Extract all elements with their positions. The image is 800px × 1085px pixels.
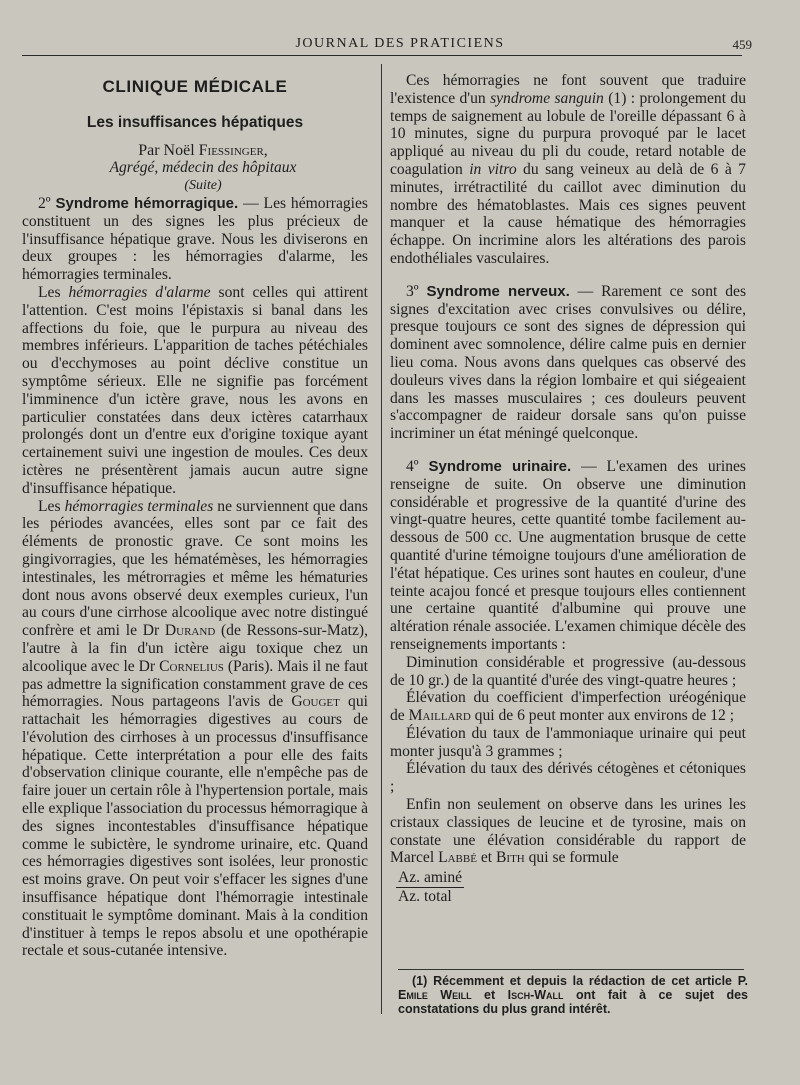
journal-title: JOURNAL DES PRATICIENS xyxy=(295,36,505,51)
person-name: Labbé xyxy=(438,849,477,867)
paragraph-text: sont celles qui attirent l'attention. C'est moins l'épistaxis si banal dans les affections du foie, que le purpura au niveau des membres inférieurs. L'apparition de taches pétéchiales ou d'ecchymoses au point déclive constitue un symptôme sérieux. Elle ne signifie pas forcément l'imminence d'un ictère grave, nous les avons en particulier constatées dans deux ictères catarrhaux prolongés dont un d'entre eux d'origine toxique ayant certainement suivi une ingestion de moules. Ces deux ictères ne présentèrent jamais aucun autre signe d'insuffisance hépatique. xyxy=(22,283,368,497)
formula-denominator: Az. total xyxy=(398,888,452,906)
byline-prefix: Par Noël xyxy=(138,141,195,159)
right-column xyxy=(390,72,746,906)
person-name: Cornelius xyxy=(159,657,224,675)
person-name: Gouget xyxy=(291,693,340,711)
paragraph-text: du sang veineux au delà de 6 à 7 minutes, irrétractilité du caillot avec diminution du nombre des hématoblastes. Mais ces signes peuvent manquer et la cause hématique des hémorragies échappe. On incrimine alors les altérations des parois endothéliales vasculaires. xyxy=(390,160,746,267)
paragraph-text: (de Ressons-sur-Matz), l'autre à la fin d'un ictère aigu toxique chez un alcoolique avec le Dr xyxy=(22,622,369,675)
suite-label: (Suite) xyxy=(184,178,222,194)
subheading-nerveux: Syndrome nerveux. xyxy=(426,282,570,300)
column-divider xyxy=(381,64,382,1014)
paragraph-text: — Rarement ce sont des signes d'excitation avec crises convulsives ou délire, presque toujours ce sont des signes de dépression qui dominent avec somnolence, délire calme puis en dernier lieu coma. Nous avons dans quelques cas observé des douleurs vives dans la région lombaire et qui siégeaient dans les masses musculaires ; ces douleurs peuvent s'accompagner de raideur dorsale sans qu'on puisse incriminer un état méningé quelconque. xyxy=(390,282,747,443)
footnote xyxy=(398,975,748,1016)
section-number: 2º xyxy=(38,194,51,212)
paragraph-syndrome-urinaire xyxy=(390,458,746,654)
section-title: CLINIQUE MÉDICALE xyxy=(102,77,288,96)
paragraph-text: Les xyxy=(38,283,69,301)
emphasis: syndrome sanguin xyxy=(490,89,604,107)
paragraph-text: : prolongement du temps de saignement au lobule de l'oreille dépassant 6 à 10 minutes, signe du purpura provoqué par le lacet appliqué au niveau du pli du coude, retard notable de coagulation xyxy=(390,89,746,178)
paragraph-text: qui de 6 peut monter aux environs de 12 ; xyxy=(470,707,735,725)
paragraph-syndrome-nerveux xyxy=(390,283,746,443)
subheading-hemorragique: Syndrome hémorragique. xyxy=(55,194,239,212)
person-name: Bith xyxy=(496,849,525,867)
footnote-text: ont fait à ce sujet des constatations du plus grand intérêt. xyxy=(398,987,749,1016)
person-name: Maillard xyxy=(408,707,471,725)
paragraph-text: Les xyxy=(38,497,65,515)
author-name: Fiessinger, xyxy=(198,141,268,159)
section-number: 4º xyxy=(406,457,419,475)
list-item: Diminution considérable et progressive (au-dessous de 10 gr.) de la quantité d'urée des vingt-quatre heures ; xyxy=(390,653,746,689)
paragraph-text: ne surviennent que dans les périodes avancées, elles sont par ce fait des éléments de pronostic grave. Ce sont moins les gingivorragies, que les hématémèses, les hémorragies intestinales, les métrorragies et même les hématuries dont nous avons observé deux exemples curieux, l'un au cours d'une cirrhose alcoolique avec notre distingué confrère et ami le Dr xyxy=(22,497,368,640)
paragraph-text: et xyxy=(476,849,496,867)
byline xyxy=(22,142,368,160)
emphasis: hémorragies d'alarme xyxy=(68,283,211,301)
paragraph-syndrome-sanguin xyxy=(390,72,746,268)
paragraph-text: Élévation du coefficient d'imperfection uréogénique de xyxy=(390,689,746,725)
running-header xyxy=(20,34,780,56)
footnote-rule xyxy=(398,969,744,970)
formula-numerator: Az. aminé xyxy=(398,869,463,887)
emphasis: in vitro xyxy=(469,160,517,178)
paragraph-hemorragies-alarme xyxy=(22,284,368,498)
emphasis: hémorragies terminales xyxy=(64,497,214,515)
paragraph-text: — Les hémorragies constituent un des signes les plus précieux de l'insuffisance hépatique grave. Nous les diviserons en deux groupes : les hémorragies d'alarme, les hémorragies terminales. xyxy=(22,194,368,284)
person-name: Emile Weill xyxy=(398,987,472,1002)
paragraph-text: Ces hémorragies ne font souvent que traduire l'existence d'un xyxy=(390,72,746,107)
footnote-ref: (1) xyxy=(603,89,627,107)
paragraph-text: qui se formule xyxy=(524,849,619,867)
person-name: Durand xyxy=(164,622,216,640)
section-number: 3º xyxy=(406,282,419,300)
list-item: Élévation du taux de l'ammoniaque urinaire qui peut monter jusqu'à 3 grammes ; xyxy=(390,724,746,760)
subheading-urinaire: Syndrome urinaire. xyxy=(428,457,572,475)
footnote-text: (1) Récemment et depuis la rédaction de cet article P. xyxy=(412,974,748,988)
article-title: Les insuffisances hépatiques xyxy=(86,113,304,131)
footnote-text: et xyxy=(471,987,508,1002)
list-item xyxy=(390,796,746,867)
ratio-formula xyxy=(396,869,464,906)
paragraph-syndrome-hemorragique xyxy=(22,195,368,284)
paragraph-text: — L'examen des urines renseigne de suite. On observe une diminution considérable et progressive de la quantité d'urine des vingt-quatre heures, cette quantité tombe facilement au-dessous de 500 cc. Une augmentation brusque de cette quantité d'urine témoigne toujours d'une amélioration de l'état hépatique. Ces urines sont hautes en couleur, d'une teinte acajou foncé et presque toujours elles contiennent une certaine quantité d'albumine qui prouve une altération rénale associée. L'examen chimique décèle des renseignements importants : xyxy=(390,457,746,653)
author-affiliation: Agrégé, médecin des hôpitaux xyxy=(109,159,297,177)
paragraph-hemorragies-terminales xyxy=(22,498,368,961)
left-column xyxy=(22,78,368,960)
paragraph-text: qui rattachait les hémorragies digestives au cours de l'évolution des cirrhoses à un processus d'insuffisance hépatique. Cette interprétation a pour elle des faits d'observation clinique courante, elle n'empêche pas de faire jouer un certain rôle à l'hypertension portale, mais elle explique l'association du processus hémorragique à des signes incontestables d'insuffisance hépatique comme le subictère, le syndrome urinaire, etc. Quand ces hémorragies digestives sont isolées, leur pronostic est moins grave. On peut voir s'effacer les signes d'une insuffisance hépatique dont l'hémorragie intestinale constituait le symptôme dominant. Mais à la condition d'instituer à temps le repos absolu et une opothérapie rectale et sous-cutanée intensive. xyxy=(22,693,368,960)
list-item xyxy=(390,689,746,725)
person-name: Isch-Wall xyxy=(507,987,564,1002)
paragraph-text: (Paris). Mais il ne faut pas admettre la signification constamment grave de ces hémorragies. Nous partageons l'avis de xyxy=(22,657,369,711)
list-item: Élévation du taux des dérivés cétogènes et cétoniques ; xyxy=(390,760,746,796)
page-number: 459 xyxy=(732,37,752,52)
header-rule xyxy=(22,55,742,56)
paragraph-text: Enfin non seulement on observe dans les urines les cristaux classiques de leucine et de tyrosine, mais on constate une élévation considérable du rapport de Marcel xyxy=(390,796,746,867)
